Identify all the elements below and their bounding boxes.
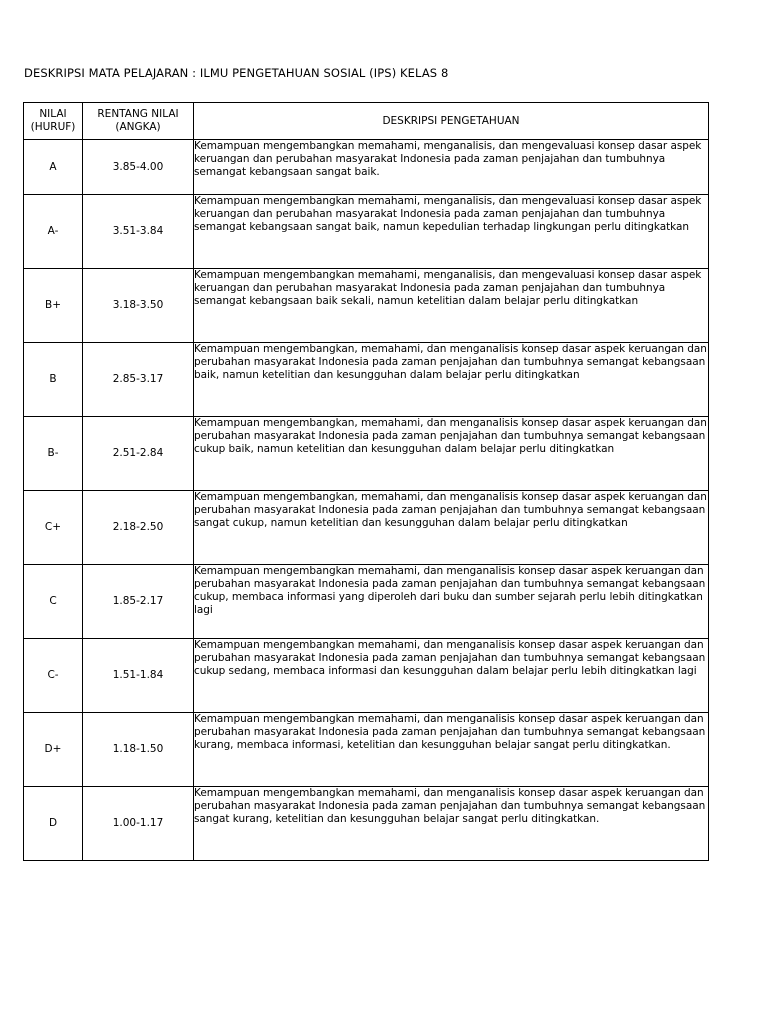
cell-nilai-huruf: D+ (24, 713, 83, 787)
table-row (24, 639, 709, 713)
header-deskripsi: DESKRIPSI PENGETAHUAN (194, 103, 709, 140)
cell-nilai-huruf: C- (24, 639, 83, 713)
table-header-row (24, 103, 709, 140)
cell-rentang-nilai: 1.51-1.84 (83, 639, 194, 713)
cell-rentang-nilai: 3.85-4.00 (83, 140, 194, 195)
cell-rentang-nilai: 2.18-2.50 (83, 491, 194, 565)
cell-rentang-nilai: 1.85-2.17 (83, 565, 194, 639)
cell-rentang-nilai: 2.85-3.17 (83, 343, 194, 417)
header-nilai-huruf: NILAI (HURUF) (24, 103, 83, 140)
cell-nilai-huruf: B (24, 343, 83, 417)
cell-deskripsi: Kemampuan mengembangkan memahami, dan menganalisis konsep dasar aspek keruangan dan perubahan masyarakat Indonesia pada zaman penjajahan dan tumbuhnya semangat kebangsaan cukup, membaca informasi yang diperoleh dari buku dan sumber sejarah perlu lebih ditingkatkan lagi (194, 565, 709, 639)
grade-description-table (23, 102, 709, 861)
cell-deskripsi: Kemampuan mengembangkan, memahami, dan menganalisis konsep dasar aspek keruangan dan perubahan masyarakat Indonesia pada zaman penjajahan dan tumbuhnya semangat kebangsaan baik, namun ketelitian dan kesungguhan dalam belajar perlu ditingkatkan (194, 343, 709, 417)
cell-deskripsi: Kemampuan mengembangkan memahami, dan menganalisis konsep dasar aspek keruangan dan perubahan masyarakat Indonesia pada zaman penjajahan dan tumbuhnya semangat kebangsaan sangat kurang, ketelitian dan kesungguhan belajar sangat perlu ditingkatkan. (194, 787, 709, 861)
header-rentang-nilai: RENTANG NILAI (ANGKA) (83, 103, 194, 140)
cell-deskripsi: Kemampuan mengembangkan memahami, dan menganalisis konsep dasar aspek keruangan dan perubahan masyarakat Indonesia pada zaman penjajahan dan tumbuhnya semangat kebangsaan kurang, membaca informasi, ketelitian dan kesungguhan belajar sangat perlu ditingkatkan. (194, 713, 709, 787)
cell-nilai-huruf: B+ (24, 269, 83, 343)
table-row (24, 713, 709, 787)
table-row (24, 269, 709, 343)
cell-nilai-huruf: A (24, 140, 83, 195)
cell-rentang-nilai: 2.51-2.84 (83, 417, 194, 491)
cell-rentang-nilai: 1.18-1.50 (83, 713, 194, 787)
cell-deskripsi: Kemampuan mengembangkan memahami, menganalisis, dan mengevaluasi konsep dasar aspek keruangan dan perubahan masyarakat Indonesia pada zaman penjajahan dan tumbuhnya semangat kebangsaan baik sekali, namun ketelitian dalam belajar perlu ditingkatkan (194, 269, 709, 343)
cell-rentang-nilai: 3.51-3.84 (83, 195, 194, 269)
table-row (24, 195, 709, 269)
document-title: DESKRIPSI MATA PELAJARAN : ILMU PENGETAHUAN SOSIAL (IPS) KELAS 8 (24, 66, 449, 80)
cell-deskripsi: Kemampuan mengembangkan memahami, menganalisis, dan mengevaluasi konsep dasar aspek keruangan dan perubahan masyarakat Indonesia pada zaman penjajahan dan tumbuhnya semangat kebangsaan sangat baik, namun kepedulian terhadap lingkungan perlu ditingkatkan (194, 195, 709, 269)
table-row (24, 140, 709, 195)
cell-rentang-nilai: 1.00-1.17 (83, 787, 194, 861)
cell-deskripsi: Kemampuan mengembangkan memahami, dan menganalisis konsep dasar aspek keruangan dan perubahan masyarakat Indonesia pada zaman penjajahan dan tumbuhnya semangat kebangsaan cukup sedang, membaca informasi dan kesungguhan dalam belajar perlu lebih ditingkatkan lagi (194, 639, 709, 713)
cell-nilai-huruf: A- (24, 195, 83, 269)
cell-rentang-nilai: 3.18-3.50 (83, 269, 194, 343)
cell-deskripsi: Kemampuan mengembangkan, memahami, dan menganalisis konsep dasar aspek keruangan dan perubahan masyarakat Indonesia pada zaman penjajahan dan tumbuhnya semangat kebangsaan sangat cukup, namun ketelitian dan kesungguhan dalam belajar perlu ditingkatkan (194, 491, 709, 565)
table-row (24, 491, 709, 565)
table-row (24, 565, 709, 639)
cell-deskripsi: Kemampuan mengembangkan memahami, menganalisis, dan mengevaluasi konsep dasar aspek keruangan dan perubahan masyarakat Indonesia pada zaman penjajahan dan tumbuhnya semangat kebangsaan sangat baik. (194, 140, 709, 195)
cell-deskripsi: Kemampuan mengembangkan, memahami, dan menganalisis konsep dasar aspek keruangan dan perubahan masyarakat Indonesia pada zaman penjajahan dan tumbuhnya semangat kebangsaan cukup baik, namun ketelitian dan kesungguhan dalam belajar perlu ditingkatkan (194, 417, 709, 491)
table-row (24, 417, 709, 491)
table-row (24, 787, 709, 861)
cell-nilai-huruf: D (24, 787, 83, 861)
cell-nilai-huruf: C+ (24, 491, 83, 565)
cell-nilai-huruf: B- (24, 417, 83, 491)
cell-nilai-huruf: C (24, 565, 83, 639)
table-row (24, 343, 709, 417)
